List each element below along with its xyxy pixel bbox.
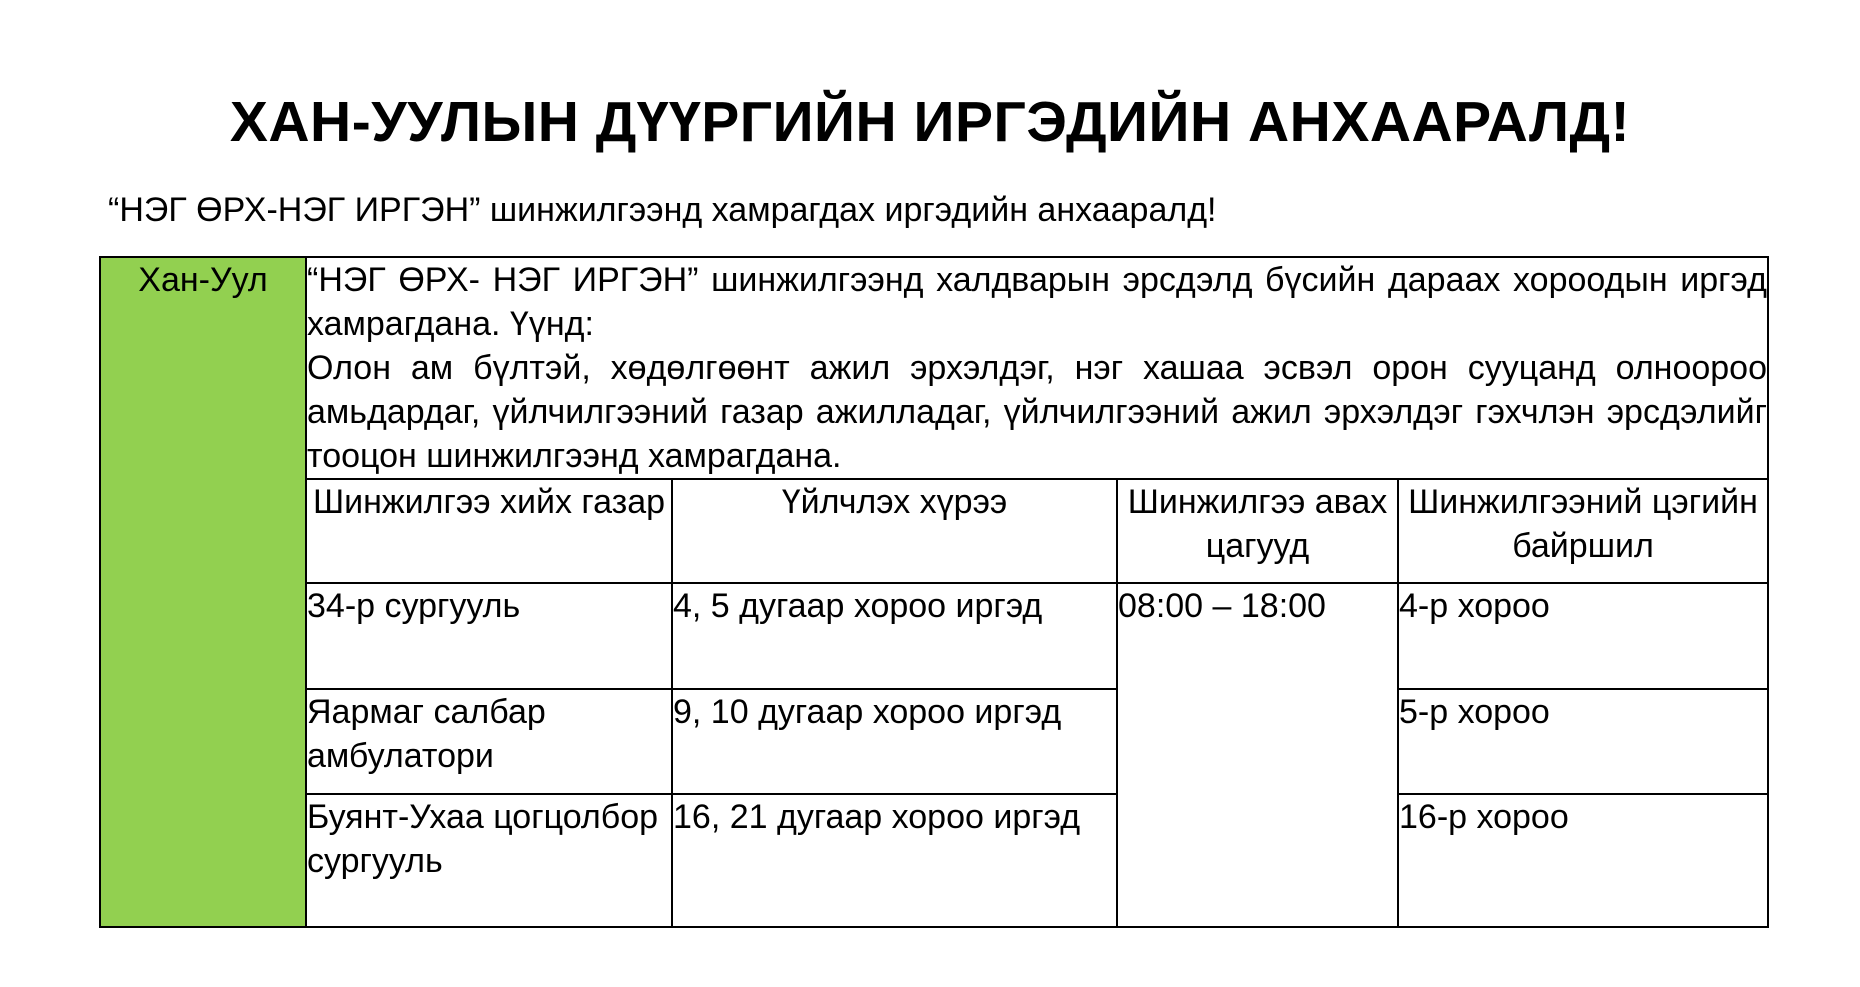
intro-row (100, 257, 1768, 479)
coverage-cell: 9, 10 дугаар хороо иргэд (672, 689, 1117, 794)
district-cell: Хан-Уул (100, 257, 306, 927)
coverage-cell: 4, 5 дугаар хороо иргэд (672, 583, 1117, 689)
intro-paragraph-1: “НЭГ ӨРХ- НЭГ ИРГЭН” шинжилгээнд халдварын эрсдэлд бүсийн дараах хороодын иргэд хамрагдана. Үүнд: (307, 261, 1767, 343)
coverage-cell: 16, 21 дугаар хороо иргэд (672, 794, 1117, 927)
column-header-row (100, 479, 1768, 583)
location-cell: 16-р хороо (1398, 794, 1768, 927)
page-title: ХАН-УУЛЫН ДҮҮРГИЙН ИРГЭДИЙН АНХААРАЛД! (229, 90, 1631, 154)
page-subtitle: “НЭГ ӨРХ-НЭГ ИРГЭН” шинжилгээнд хамрагдах иргэдийн анхааралд! (108, 191, 1217, 229)
table-row (100, 689, 1768, 794)
column-header-hours: Шинжилгээ авах цагууд (1117, 479, 1398, 583)
testing-schedule-table (99, 256, 1769, 928)
place-cell: Буянт-Ухаа цогцолбор сургууль (306, 794, 672, 927)
table-row (100, 583, 1768, 689)
column-header-place: Шинжилгээ хийх газар (306, 479, 672, 583)
intro-cell (306, 257, 1768, 479)
location-cell: 4-р хороо (1398, 583, 1768, 689)
column-header-coverage: Үйлчлэх хүрээ (672, 479, 1117, 583)
hours-cell: 08:00 – 18:00 (1117, 583, 1398, 927)
location-cell: 5-р хороо (1398, 689, 1768, 794)
table-row (100, 794, 1768, 927)
column-header-location: Шинжилгээний цэгийн байршил (1398, 479, 1768, 583)
intro-paragraph-2: Олон ам бүлтэй, хөдөлгөөнт ажил эрхэлдэг, нэг хашаа эсвэл орон сууцанд олноороо амьдардаг, үйлчилгээний газар ажилладаг, үйлчилгээний ажил эрхэлдэг гэхчлэн эрсдэлийг тооцон шинжилгээнд хамрагдана. (307, 349, 1767, 475)
place-cell: 34-р сургууль (306, 583, 672, 689)
place-cell: Яармаг салбар амбулатори (306, 689, 672, 794)
